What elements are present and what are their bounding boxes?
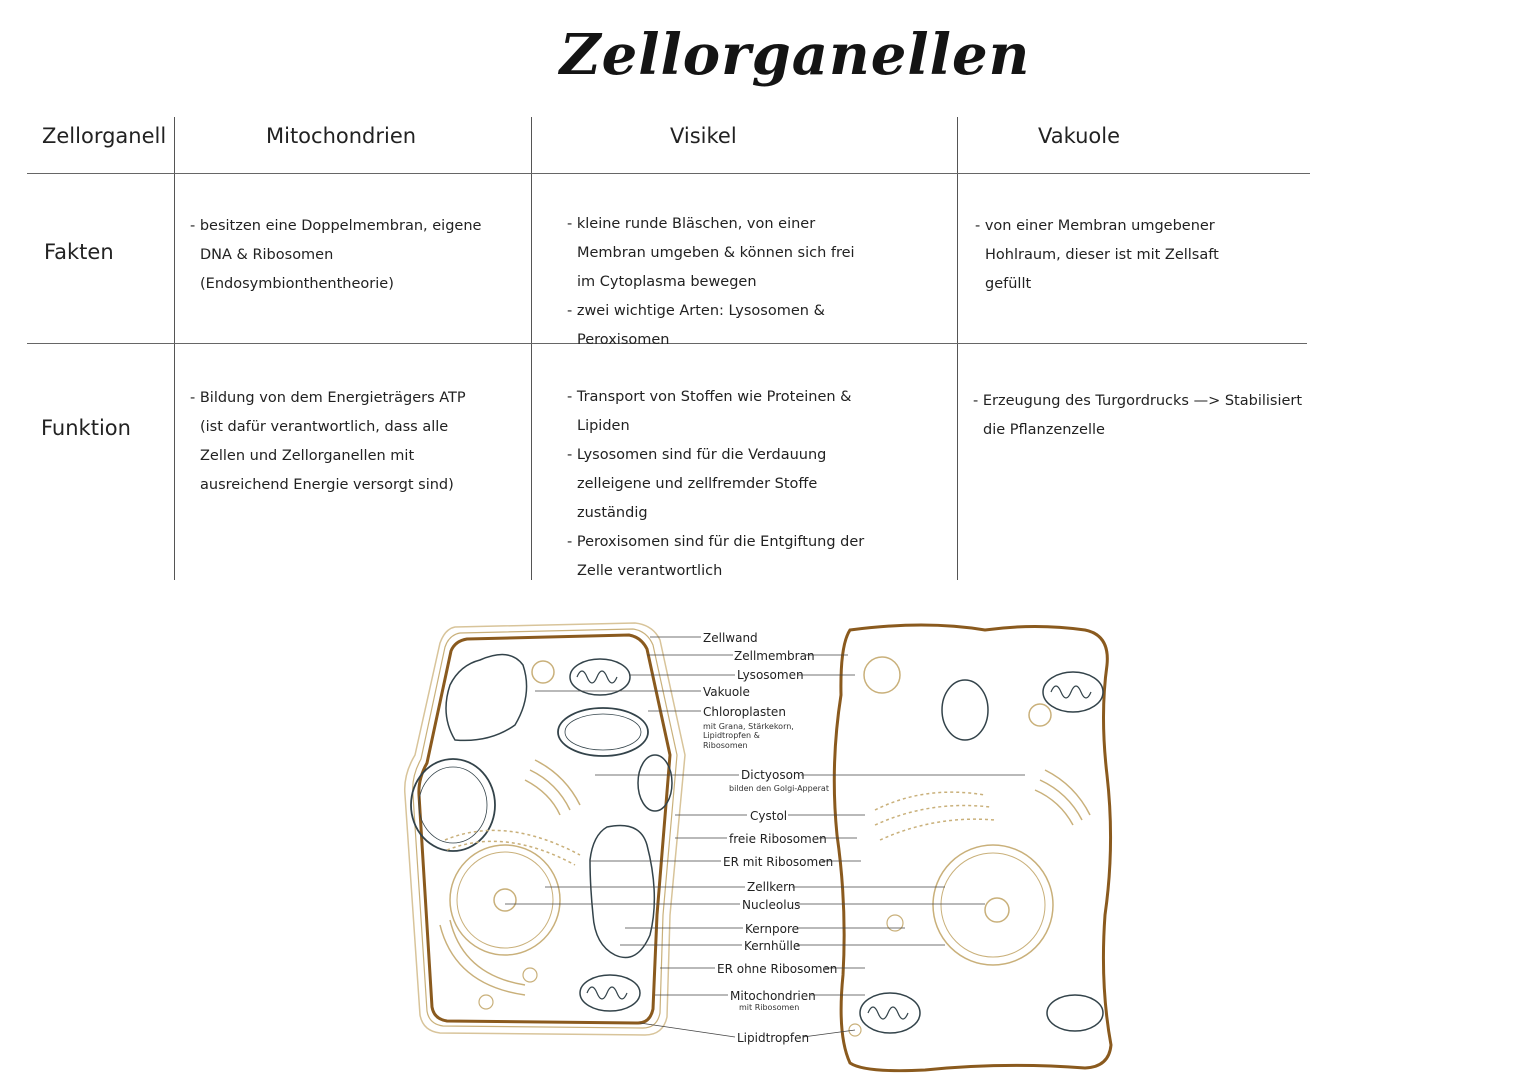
table-divider	[957, 117, 958, 580]
label-dictyosom: Dictyosom	[741, 768, 805, 782]
header-visikel: Visikel	[670, 124, 737, 148]
label-chloroplasten-sub: Ribosomen	[703, 741, 748, 750]
header-vakuole: Vakuole	[1038, 124, 1121, 148]
cell-item: - Lysosomen sind für die Verdauung zelleigene und zellfremder Stoffe zuständig	[567, 447, 827, 521]
cell-item: - Erzeugung des Turgordrucks —> Stabilisiert die Pflanzenzelle	[973, 393, 1303, 438]
label-nucleolus: Nucleolus	[742, 898, 801, 912]
label-zellkern: Zellkern	[747, 880, 796, 894]
label-chloroplasten: Chloroplasten	[703, 705, 786, 719]
cell-item: - kleine runde Bläschen, von einer Membran umgeben & können sich frei im Cytoplasma bewegen	[567, 216, 855, 290]
label-cystol: Cystol	[750, 809, 788, 823]
cell-fakten-mitochondrien	[190, 212, 495, 299]
table-divider	[531, 117, 532, 580]
label-vakuole: Vakuole	[703, 685, 750, 699]
label-zellwand: Zellwand	[703, 631, 758, 645]
table-divider	[174, 117, 175, 580]
cell-item: - besitzen eine Doppelmembran, eigene DNA & Ribosomen (Endosymbionthentheorie)	[190, 218, 482, 292]
label-freie-ribosomen: freie Ribosomen	[729, 832, 827, 846]
cell-item: - Bildung von dem Energieträgers ATP (ist dafür verantwortlich, dass alle Zellen und Zellorganellen mit ausreichend Energie versorgt sind)	[190, 390, 466, 493]
header-label: Zellorganell	[42, 124, 167, 148]
cell-funktion-vakuole	[973, 387, 1308, 445]
cell-fakten-vakuole	[975, 212, 1245, 299]
label-kernpore: Kernpore	[745, 922, 799, 936]
cell-item: - Transport von Stoffen wie Proteinen & Lipiden	[567, 389, 852, 434]
plant-cell-illustration	[405, 623, 685, 1035]
cell-diagram	[385, 615, 1125, 1077]
label-lysosomen: Lysosomen	[737, 668, 804, 682]
label-mitochondrien-sub: mit Ribosomen	[739, 1003, 800, 1012]
label-dictyosom-sub: bilden den Golgi-Apperat	[729, 784, 829, 793]
label-lipidtropfen: Lipidtropfen	[737, 1031, 810, 1045]
label-er-mit-ribosomen: ER mit Ribosomen	[723, 855, 834, 869]
animal-cell-illustration	[834, 625, 1111, 1071]
cell-item: - von einer Membran umgebener Hohlraum, dieser ist mit Zellsaft gefüllt	[975, 218, 1219, 292]
cell-item: - Peroxisomen sind für die Entgiftung der Zelle verantwortlich	[567, 534, 865, 579]
page-title: Zellorganellen	[559, 22, 1031, 88]
label-zellmembran: Zellmembran	[734, 649, 815, 663]
label-kernhuelle: Kernhülle	[744, 939, 801, 953]
label-mitochondrien: Mitochondrien	[730, 989, 816, 1003]
cell-funktion-visikel	[567, 383, 882, 586]
cell-funktion-mitochondrien	[190, 384, 490, 500]
row-label-fakten: Fakten	[44, 240, 114, 264]
row-label-funktion: Funktion	[41, 416, 131, 440]
label-chloroplasten-sub: mit Grana, Stärkekorn,	[703, 722, 794, 731]
table-divider	[27, 173, 1310, 174]
label-er-ohne-ribosomen: ER ohne Ribosomen	[717, 962, 838, 976]
cell-fakten-visikel	[567, 210, 877, 355]
label-chloroplasten-sub: Lipidtropfen &	[703, 731, 760, 740]
header-mitochondrien: Mitochondrien	[266, 124, 417, 148]
cell-item: - zwei wichtige Arten: Lysosomen & Peroxisomen	[567, 303, 825, 348]
